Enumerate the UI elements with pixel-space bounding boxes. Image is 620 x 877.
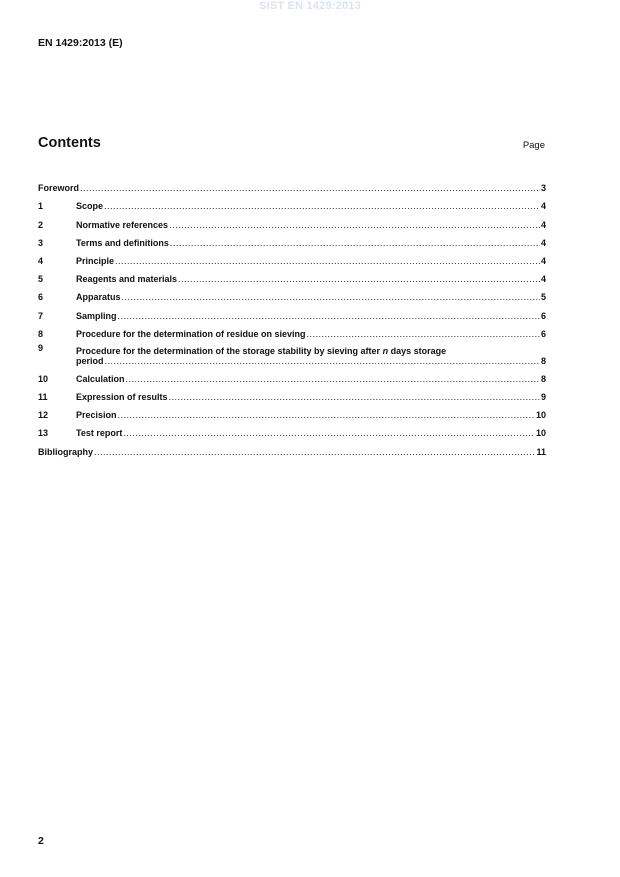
toc-entry-number: 13 — [38, 428, 49, 439]
toc-entry-title: Reagents and materials — [76, 274, 178, 285]
toc-entry-number: 2 — [38, 219, 44, 230]
toc-entry-page: 4 — [540, 201, 546, 212]
leader-dots — [118, 410, 535, 420]
leader-dots — [94, 447, 535, 457]
toc-entry-number: 9 — [38, 342, 44, 353]
toc-entry-number: 8 — [38, 328, 44, 339]
leader-dots — [170, 238, 540, 248]
toc-entry-number: 10 — [38, 373, 49, 384]
toc-entry-apparatus[interactable] — [38, 284, 546, 302]
toc-entry-page: 3 — [540, 183, 546, 194]
contents-title: Contents — [38, 135, 101, 151]
leader-dots — [122, 292, 540, 302]
toc-entry-page: 6 — [540, 310, 546, 321]
toc-entry-scope[interactable] — [38, 193, 546, 211]
toc-entry-page: 4 — [540, 219, 546, 230]
toc-entry-page: 5 — [540, 292, 546, 303]
toc-entry-test-report[interactable] — [38, 420, 546, 438]
toc-entry-number: 12 — [38, 410, 49, 421]
toc-entry-title: Apparatus — [76, 292, 121, 303]
leader-dots — [115, 256, 540, 266]
toc-entry-title-line1: Procedure for the determination of the storage stability by sieving after n days storage — [76, 345, 447, 356]
toc-entry-sampling[interactable] — [38, 302, 546, 320]
toc-entry-page: 9 — [540, 392, 546, 403]
toc-entry-title: Terms and definitions — [76, 237, 169, 248]
toc-entry-number: 5 — [38, 274, 44, 285]
table-of-contents — [38, 175, 546, 457]
toc-entry-number: 7 — [38, 310, 44, 321]
leader-dots — [169, 220, 540, 230]
leader-dots — [80, 183, 540, 193]
toc-entry-number: 11 — [38, 392, 48, 403]
watermark: SIST EN 1429:2013 — [259, 0, 361, 12]
toc-entry-title: Procedure for the determination of residue on sieving — [76, 328, 306, 339]
toc-entry-title: Expression of results — [76, 392, 168, 403]
leader-dots — [126, 374, 540, 384]
toc-entry-page: 4 — [540, 255, 546, 266]
leader-dots — [178, 274, 540, 284]
toc-entry-number: 3 — [38, 237, 44, 248]
toc-entry-page: 6 — [540, 328, 546, 339]
leader-dots — [104, 201, 540, 211]
toc-entry-page: 4 — [540, 237, 546, 248]
toc-entry-title: Calculation — [76, 373, 125, 384]
leader-dots — [169, 392, 540, 402]
toc-entry-page: 8 — [540, 355, 546, 366]
toc-entry-title: Principle — [76, 255, 115, 266]
toc-entry-title: Normative references — [76, 219, 169, 230]
toc-entry-page: 4 — [540, 274, 546, 285]
toc-entry-page: 10 — [535, 428, 546, 439]
leader-dots — [118, 311, 540, 321]
toc-entry-foreword[interactable] — [38, 175, 546, 193]
toc-entry-residue-on-sieving[interactable] — [38, 321, 546, 339]
toc-entry-title: Sampling — [76, 310, 117, 321]
toc-entry-bibliography[interactable] — [38, 438, 546, 456]
footer-page-number: 2 — [38, 835, 44, 847]
page-column-label: Page — [522, 140, 545, 151]
toc-entry-number: 4 — [38, 255, 44, 266]
toc-entry-principle[interactable] — [38, 248, 546, 266]
toc-entry-storage-stability[interactable] — [38, 339, 546, 366]
toc-entry-title: Test report — [76, 428, 123, 439]
toc-entry-title-line2: period — [76, 355, 104, 366]
toc-entry-title: Foreword — [38, 183, 80, 194]
toc-entry-title: Scope — [76, 201, 104, 212]
toc-entry-reagents-and-materials[interactable] — [38, 266, 546, 284]
toc-entry-page: 10 — [535, 410, 546, 421]
document-id: EN 1429:2013 (E) — [38, 37, 123, 49]
toc-entry-page: 8 — [540, 373, 546, 384]
leader-dots — [307, 329, 540, 339]
toc-entry-number: 1 — [38, 201, 44, 212]
leader-dots — [123, 428, 535, 438]
toc-entry-normative-references[interactable] — [38, 211, 546, 229]
toc-entry-page: 11 — [536, 446, 546, 457]
toc-entry-title: Precision — [76, 410, 117, 421]
toc-entry-terms-and-definitions[interactable] — [38, 230, 546, 248]
toc-entry-expression-of-results[interactable] — [38, 384, 546, 402]
leader-dots — [105, 356, 540, 366]
toc-entry-calculation[interactable] — [38, 366, 546, 384]
toc-entry-number: 6 — [38, 292, 44, 303]
toc-entry-title: Bibliography — [38, 446, 94, 457]
toc-entry-precision[interactable] — [38, 402, 546, 420]
